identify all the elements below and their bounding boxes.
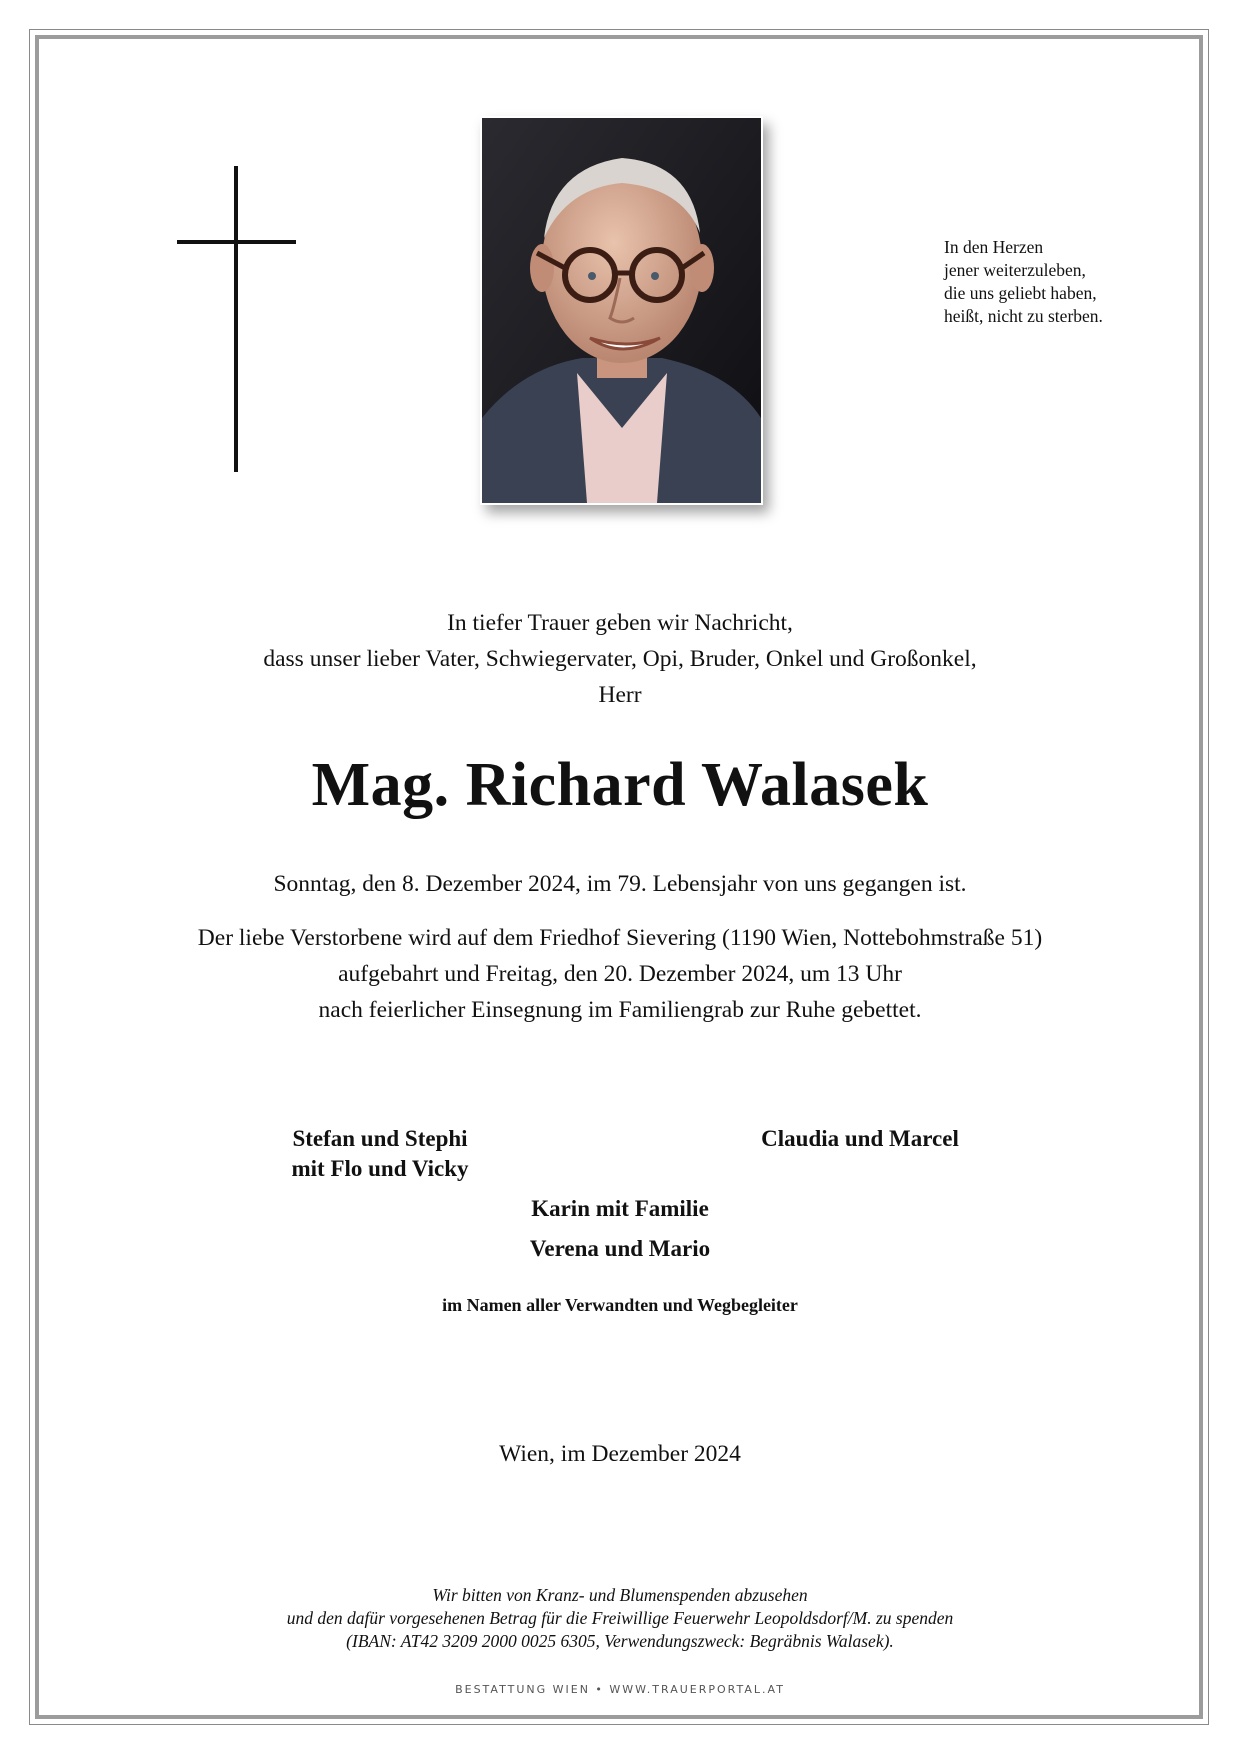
deceased-name: Mag. Richard Walasek bbox=[311, 751, 929, 819]
burial-line: aufgebahrt und Freitag, den 20. Dezember 2024, um 13 Uhr bbox=[338, 961, 902, 987]
motto-line: jener weiterzuleben, bbox=[944, 260, 1086, 280]
announcement-intro bbox=[60, 605, 1180, 713]
relatives-note: im Namen aller Verwandten und Wegbegleiter bbox=[442, 1295, 798, 1315]
mourner-group-3: Karin mit Familie bbox=[531, 1196, 709, 1221]
burial-line: nach feierlicher Einsegnung im Familiengrab zur Ruhe gebettet. bbox=[318, 997, 922, 1023]
burial-line: Der liebe Verstorbene wird auf dem Friedhof Sievering (1190 Wien, Nottebohmstraße 51) bbox=[197, 925, 1043, 951]
intro-line: Herr bbox=[598, 682, 642, 708]
portrait-photo bbox=[480, 116, 763, 505]
intro-line: dass unser lieber Vater, Schwiegervater, Opi, Bruder, Onkel und Großonkel, bbox=[263, 646, 977, 672]
motto-line: heißt, nicht zu sterben. bbox=[944, 306, 1103, 326]
burial-info bbox=[60, 920, 1180, 1028]
footer-imprint: BESTATTUNG WIEN • WWW.TRAUERPORTAL.AT bbox=[455, 1683, 785, 1696]
donation-note bbox=[60, 1584, 1180, 1653]
donation-line: Wir bitten von Kranz- und Blumenspenden abzusehen bbox=[432, 1585, 808, 1605]
mourner-group-4: Verena und Mario bbox=[529, 1236, 711, 1261]
mourner-group-2: Claudia und Marcel bbox=[761, 1126, 959, 1151]
passing-date-text: Sonntag, den 8. Dezember 2024, im 79. Lebensjahr von uns gegangen ist. bbox=[273, 871, 967, 897]
cross-horizontal-bar bbox=[177, 240, 296, 244]
motto-line: In den Herzen bbox=[944, 237, 1044, 257]
mourner-name: Stefan und Stephi bbox=[292, 1126, 468, 1151]
motto-line: die uns geliebt haben, bbox=[944, 283, 1097, 303]
motto-quote bbox=[944, 236, 1164, 328]
cross-vertical-bar bbox=[234, 166, 238, 472]
donation-line: (IBAN: AT42 3209 2000 0025 6305, Verwendungszweck: Begräbnis Walasek). bbox=[346, 1631, 894, 1651]
portrait-illustration bbox=[482, 118, 761, 503]
donation-line: und den dafür vorgesehenen Betrag für die Freiwillige Feuerwehr Leopoldsdorf/M. zu spenden bbox=[286, 1608, 954, 1628]
place-and-date: Wien, im Dezember 2024 bbox=[499, 1441, 741, 1467]
mourner-name: mit Flo und Vicky bbox=[291, 1156, 469, 1181]
mourner-group-1 bbox=[260, 1124, 500, 1184]
intro-line: In tiefer Trauer geben wir Nachricht, bbox=[447, 610, 793, 636]
